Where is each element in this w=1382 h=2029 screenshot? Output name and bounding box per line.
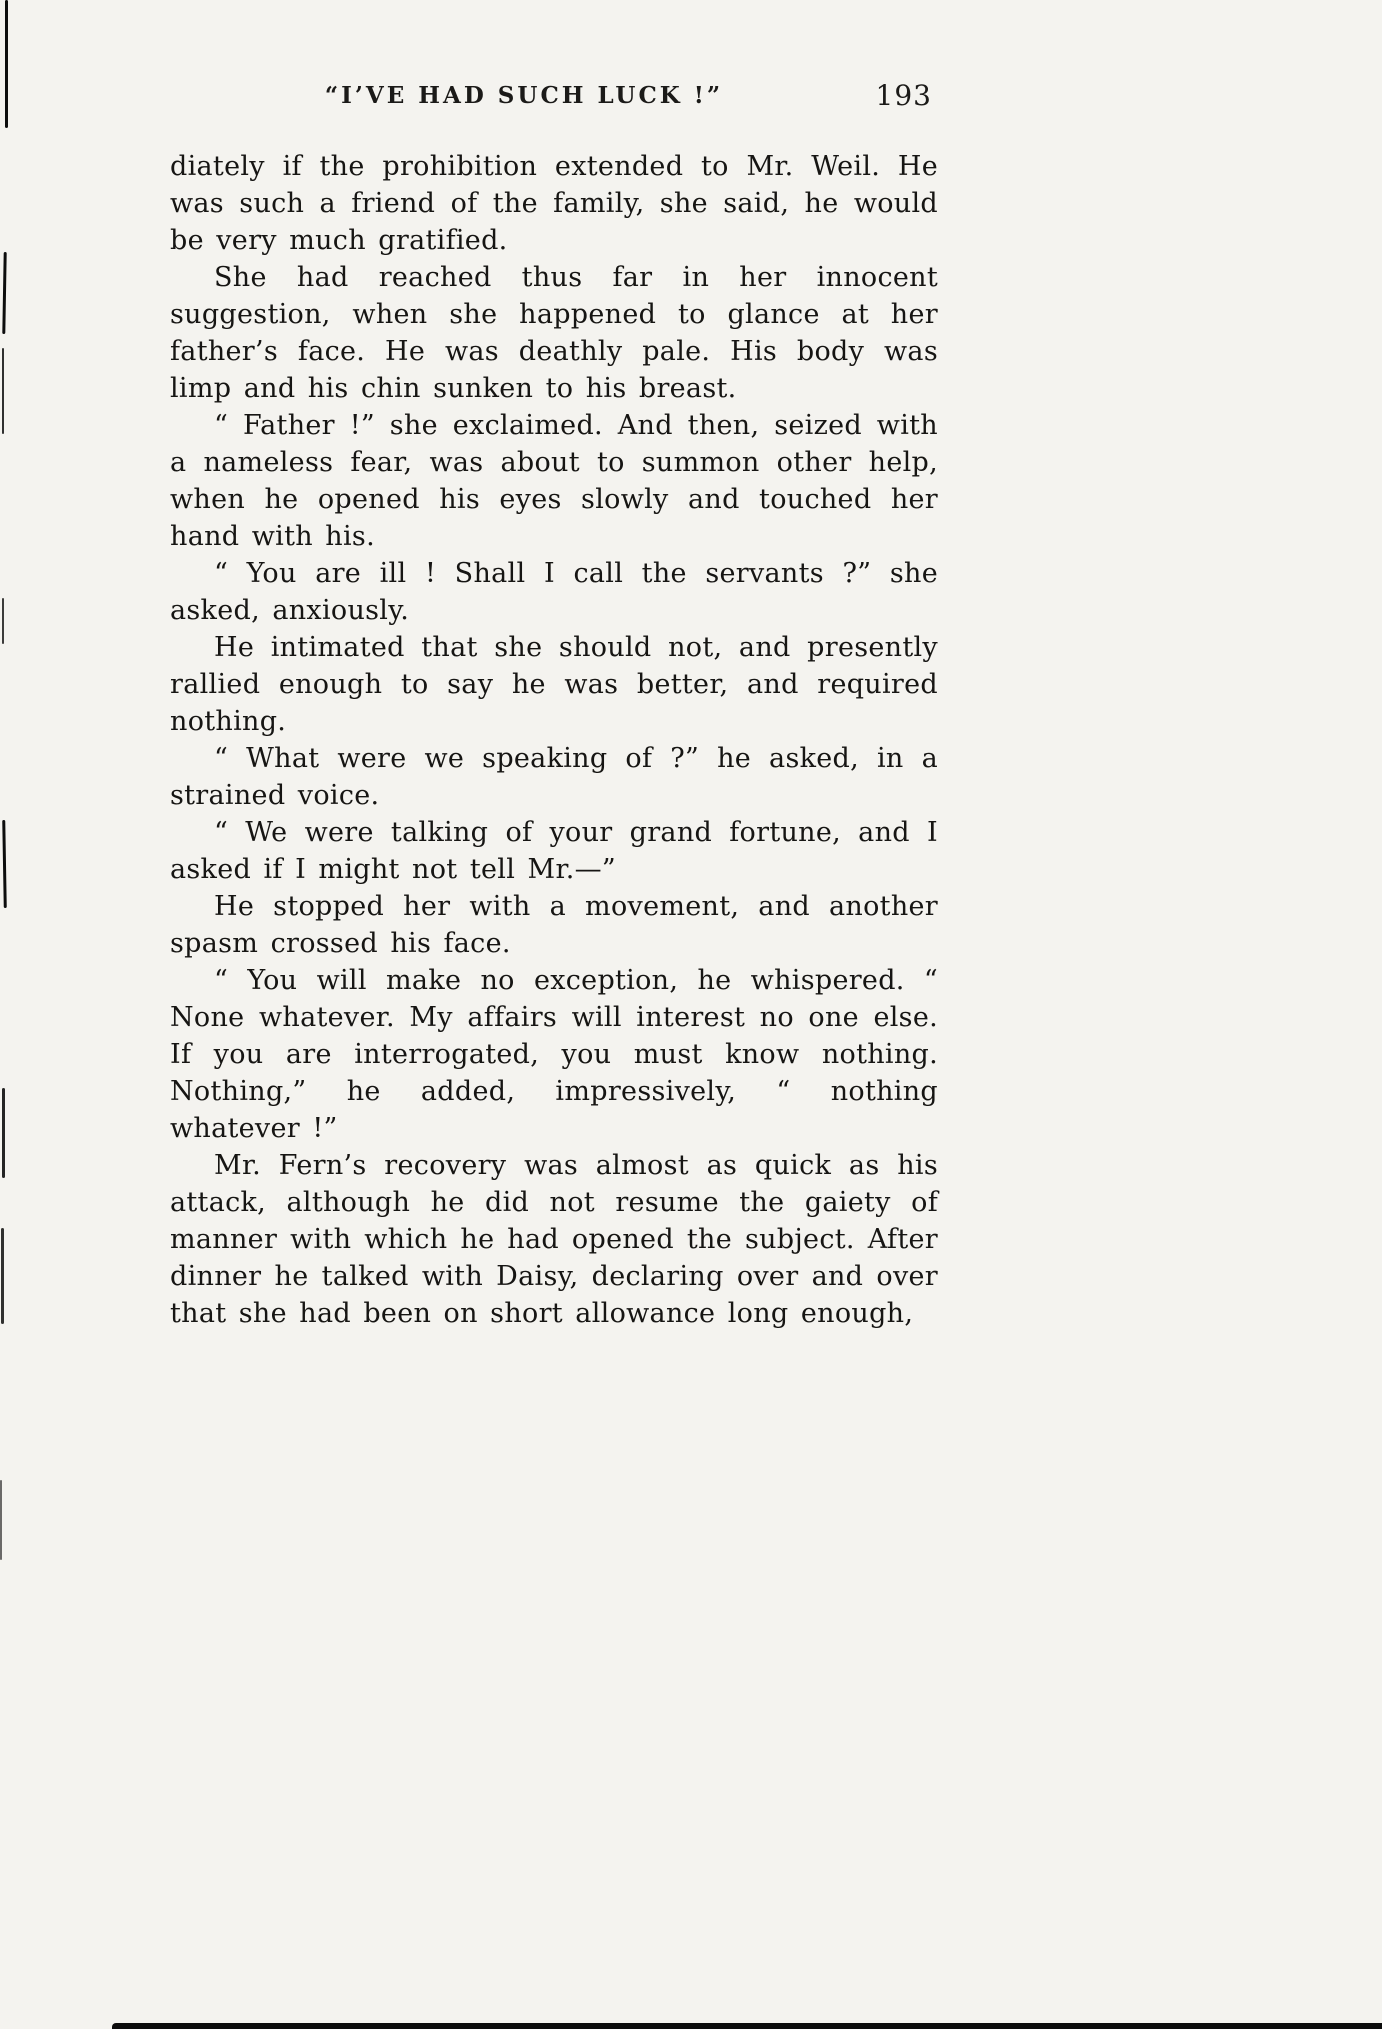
paragraph: She had reached thus far in her innocent suggestion, when she happened to glance at her father’s face. He was deathly pale. His body was limp and his chin sunken to his breast.	[170, 262, 938, 404]
binding-mark	[1, 1228, 4, 1324]
paragraph: “ We were talking of your grand fortune, and I asked if I might not tell Mr.—”	[170, 817, 938, 885]
page-content	[170, 79, 938, 1332]
binding-mark	[2, 348, 4, 434]
paragraph: “ What were we speaking of ?” he asked, in a strained voice.	[170, 743, 938, 811]
paragraph: “ Father !” she exclaimed. And then, seized with a nameless fear, was about to summon other help, when he opened his eyes slowly and touched her hand with his.	[170, 410, 938, 552]
paragraph: “ You are ill ! Shall I call the servants ?” she asked, anxiously.	[170, 558, 938, 626]
page-body	[170, 148, 938, 1332]
binding-mark	[2, 598, 4, 644]
paragraph: diately if the prohibition extended to Mr. Weil. He was such a friend of the family, she said, he would be very much gratified.	[170, 151, 938, 256]
binding-mark	[2, 252, 6, 334]
binding-mark	[0, 1480, 2, 1560]
binding-mark	[5, 0, 8, 128]
binding-mark	[2, 1088, 5, 1178]
paragraph: “ You will make no exception, he whispered. “ None whatever. My affairs will interest no one else. If you are interrogated, you must know nothing. Nothing,” he added, impressively, “ nothing whatever !”	[170, 965, 938, 1144]
page-header	[170, 79, 938, 128]
paragraph: Mr. Fern’s recovery was almost as quick as his attack, although he did not resume the gaiety of manner with which he had opened the subject. After dinner he talked with Daisy, declaring over and over that she had been on short allowance long enough,	[170, 1150, 938, 1329]
scan-edge-bottom	[112, 2023, 1382, 2029]
paragraph: He intimated that she should not, and presently rallied enough to say he was better, and required nothing.	[170, 632, 938, 737]
page-number: 193	[875, 79, 932, 112]
running-title: “I’VE HAD SUCH LUCK !”	[324, 82, 724, 109]
paragraph: He stopped her with a movement, and another spasm crossed his face.	[170, 891, 938, 959]
binding-mark	[2, 820, 7, 908]
